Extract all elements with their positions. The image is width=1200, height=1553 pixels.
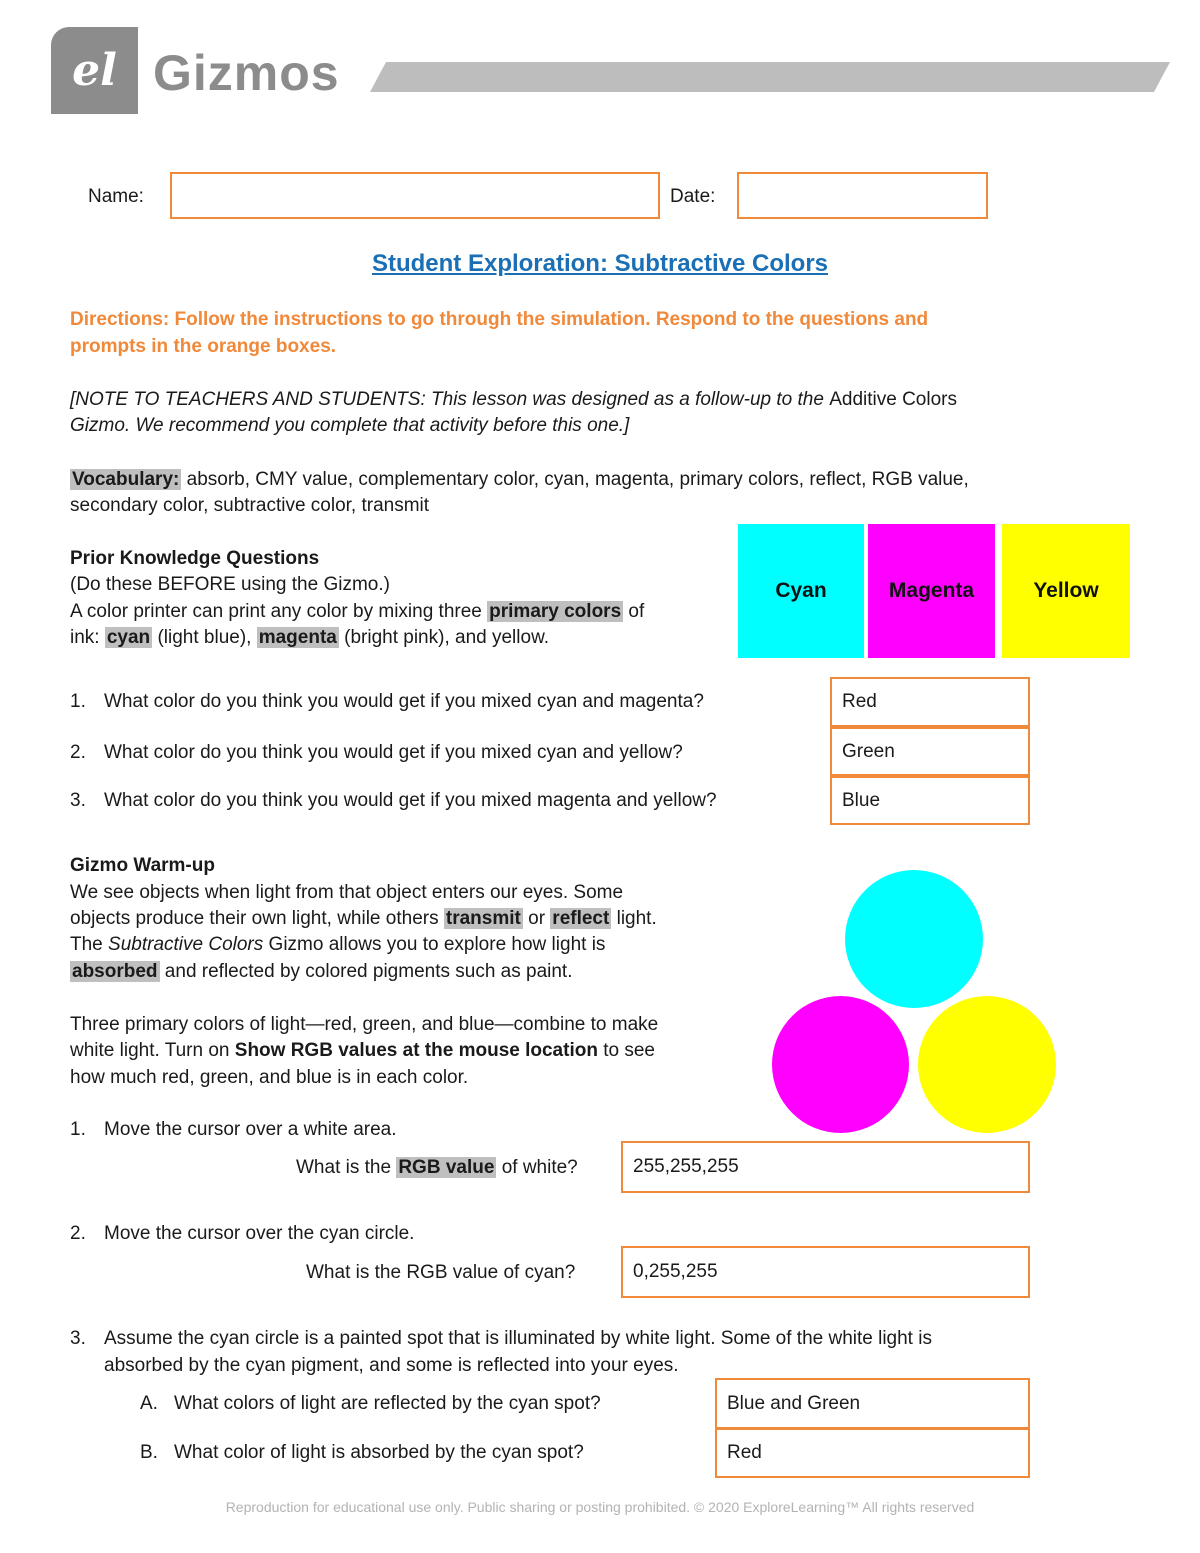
- directions-line-2: prompts in the orange boxes.: [70, 336, 337, 357]
- warmup-question-2: 2. Move the cursor over the cyan circle.: [70, 1223, 415, 1244]
- swatch-cyan: Cyan: [738, 524, 864, 658]
- swatch-yellow: Yellow: [1002, 524, 1130, 658]
- footer-copyright: Reproduction for educational use only. Public sharing or posting prohibited. © 2020 ExploreLearning™ All rights reserved: [225, 1499, 975, 1515]
- prior-line-2: ink: cyan (light blue), magenta (bright pink), and yellow.: [70, 627, 550, 648]
- warmup-prompt-1: What is the RGB value of white?: [296, 1157, 578, 1178]
- warmup-answer-1[interactable]: 255,255,255: [621, 1141, 1030, 1193]
- prior-line-1: A color printer can print any color by mixing three primary colors of: [70, 601, 645, 622]
- vocabulary-line-2: secondary color, subtractive color, transmit: [70, 495, 430, 516]
- prior-answer-2[interactable]: Green: [830, 727, 1030, 776]
- prior-answer-3[interactable]: Blue: [830, 776, 1030, 825]
- name-value: [172, 174, 658, 217]
- vocabulary-line-1: Vocabulary: absorb, CMY value, complementary color, cyan, magenta, primary colors, reflect, RGB value,: [72, 469, 969, 490]
- warmup-question-1: 1. Move the cursor over a white area.: [70, 1119, 397, 1140]
- magenta-circle: [772, 996, 909, 1133]
- brand-name: Gizmos: [153, 45, 340, 101]
- yellow-circle: [918, 996, 1056, 1133]
- warmup-question-3a: A. What colors of light are reflected by the cyan spot?: [140, 1393, 601, 1414]
- prior-heading: Prior Knowledge Questions: [70, 548, 320, 569]
- prior-answer-1[interactable]: Red: [830, 677, 1030, 727]
- warmup-heading: Gizmo Warm-up: [70, 855, 215, 876]
- warmup-p2-line-3: how much red, green, and blue is in each color.: [70, 1067, 469, 1088]
- vocabulary-label: Vocabulary:: [72, 469, 180, 490]
- warmup-p2-line-2: white light. Turn on Show RGB values at the mouse location to see: [70, 1040, 655, 1061]
- note-line-2: Gizmo. We recommend you complete that activity before this one.]: [70, 415, 630, 436]
- cyan-circle: [845, 870, 983, 1008]
- warmup-p1-line-3: The Subtractive Colors Gizmo allows you to explore how light is: [70, 934, 606, 955]
- swatch-magenta: Magenta: [868, 524, 995, 658]
- date-label: Date:: [670, 186, 716, 207]
- warmup-answer-2[interactable]: 0,255,255: [621, 1246, 1030, 1298]
- page-title: Student Exploration: Subtractive Colors: [371, 250, 829, 277]
- warmup-p2-line-1: Three primary colors of light—red, green, and blue—combine to make: [70, 1014, 659, 1035]
- warmup-question-3-line-2: absorbed by the cyan pigment, and some is reflected into your eyes.: [104, 1355, 679, 1376]
- logo-badge: [51, 27, 138, 114]
- prior-paren: (Do these BEFORE using the Gizmo.): [70, 574, 390, 595]
- name-field[interactable]: [170, 172, 660, 219]
- warmup-answer-3b[interactable]: Red: [715, 1428, 1030, 1478]
- warmup-prompt-2: What is the RGB value of cyan?: [306, 1262, 576, 1283]
- name-label: Name:: [88, 186, 144, 207]
- warmup-question-3b: B. What color of light is absorbed by the cyan spot?: [140, 1442, 584, 1463]
- warmup-question-3-line-1: 3. Assume the cyan circle is a painted spot that is illuminated by white light. Some of the white light is: [70, 1328, 932, 1349]
- date-field[interactable]: [737, 172, 988, 219]
- warmup-p1-line-1: We see objects when light from that object enters our eyes. Some: [70, 882, 624, 903]
- logo-icon: el: [72, 45, 117, 96]
- date-value: [739, 174, 986, 217]
- warmup-p1-line-4: absorbed and reflected by colored pigments such as paint.: [72, 961, 573, 982]
- prior-question-3: 3. What color do you think you would get if you mixed magenta and yellow?: [70, 790, 717, 811]
- warmup-answer-3a[interactable]: Blue and Green: [715, 1378, 1030, 1429]
- prior-question-1: 1. What color do you think you would get if you mixed cyan and magenta?: [70, 691, 704, 712]
- prior-question-2: 2. What color do you think you would get if you mixed cyan and yellow?: [70, 742, 683, 763]
- directions-line-1: Directions: Follow the instructions to go through the simulation. Respond to the questions and: [70, 309, 929, 330]
- warmup-p1-line-2: objects produce their own light, while others transmit or reflect light.: [70, 908, 657, 929]
- note-line-1: [NOTE TO TEACHERS AND STUDENTS: This lesson was designed as a follow-up to the Additive Colors: [70, 389, 957, 410]
- header-bar: [370, 62, 1170, 92]
